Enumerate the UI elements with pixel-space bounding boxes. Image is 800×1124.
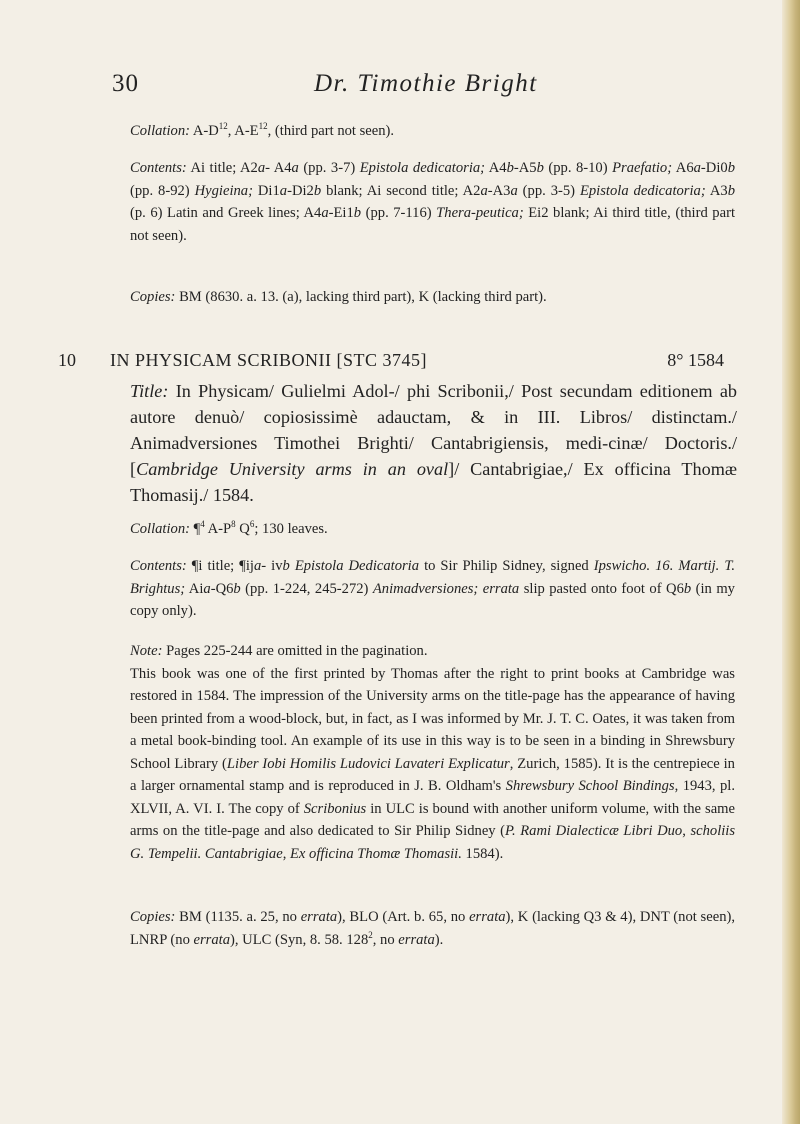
copies-run: ). <box>434 931 444 948</box>
contents-label: Contents: <box>130 160 187 176</box>
copies-label: Copies: <box>130 909 176 925</box>
contents-run: -A5 <box>513 160 537 176</box>
contents-run: - A4 <box>265 160 292 176</box>
page-header <box>112 70 692 106</box>
running-title: Dr. Timothie Bright <box>314 70 538 97</box>
contents-run: b <box>727 160 735 176</box>
contents-run: a <box>480 182 488 199</box>
contents-run: Thera-peutica; <box>436 205 524 221</box>
contents-run: Epistola Dedicatoria <box>294 558 420 574</box>
collation-text: ; 130 leaves. <box>254 521 328 537</box>
copies-run: ), BLO (Art. b. 65, no <box>337 909 470 925</box>
contents-run: Animadversiones; errata <box>372 580 520 597</box>
note-run: Ex officina Thomæ Thomasii. <box>290 845 462 862</box>
collation-label: Collation: <box>130 521 190 537</box>
contents-run: b <box>313 182 322 199</box>
contents-run: b <box>233 580 241 597</box>
contents-run: b <box>536 160 544 176</box>
title-italic: Cambridge University arms in an oval <box>136 459 449 479</box>
contents-run: (pp. 8-92) <box>130 182 195 199</box>
contents-run: b <box>727 182 735 199</box>
contents-run: to Sir Philip Sidney, signed <box>419 558 594 574</box>
contents-run: Di1 <box>252 182 280 199</box>
note-run: This book was one of the first printed by Thomas after the right to print books at Cambridge was restored in 1584. The impression of the University arms on the title-page has the appearance of having been printed from a wood-block, but, in fact, as I was informed by Mr. J. T. C. Oates, it was taken from a metal book-binding tool. An example of its use in this way is to be seen in a binding in Shrewsbury School Library ( <box>130 665 735 772</box>
note-run: Liber Iobi Homilis Ludovici Lavateri Explicatur <box>226 755 510 772</box>
contents-run: Ai title; A2 <box>190 160 258 176</box>
contents-run: a <box>257 160 266 176</box>
contents-run: a <box>693 160 701 176</box>
contents-run: - iv <box>261 558 283 574</box>
copies-run: errata <box>300 909 338 925</box>
contents-run: (pp. 8-10) <box>543 160 613 176</box>
note-run: , 1943, pl. XLVII, A. VI. I. The copy of <box>130 778 736 817</box>
collation-text: A-P <box>204 521 232 537</box>
contents-run: Ipswicho. 16. Martij. T. Brightus; <box>130 558 736 597</box>
note-run: , Zurich, 1585). It is the centrepiece in a larger ornamental stamp and is reproduced in J. B. Oldham's <box>130 755 735 794</box>
note-run: , <box>282 845 290 862</box>
entry-title-transcription <box>130 378 737 508</box>
entry-heading <box>58 350 738 374</box>
entry-format: 8° 1584 <box>667 350 724 370</box>
contents-text <box>130 160 735 244</box>
contents-run: (pp. 3-7) <box>298 160 360 176</box>
contents-run: b <box>683 580 692 597</box>
contents-run: -Ei1 <box>328 205 354 221</box>
contents-run: a <box>291 160 299 176</box>
contents-run: a <box>321 205 329 221</box>
collation-sup: 12 <box>218 121 228 132</box>
prev-entry-collation <box>130 120 735 143</box>
copies-run: BM (1135. a. 25, no <box>179 909 301 925</box>
contents-run: a <box>510 182 518 199</box>
contents-run: ¶i title; ¶ij <box>191 558 254 574</box>
contents-run: Ei2 blank; Ai third title, (third part not seen). <box>130 205 735 244</box>
note-run: , <box>682 823 691 839</box>
contents-text <box>130 558 735 619</box>
copies-run: errata <box>398 931 435 948</box>
collation-sup: 6 <box>249 519 255 530</box>
contents-run: A3 <box>705 182 728 199</box>
copies-run: 2 <box>368 929 373 940</box>
contents-run: A6 <box>672 160 694 176</box>
note-run: scholiis G. Tempelii. Cantabrigiae <box>130 823 736 862</box>
contents-label: Contents: <box>130 558 187 574</box>
title-text: ]/ Cantabrigiae,/ Ex officina Thomæ Thomasij./ 1584. <box>130 459 737 505</box>
contents-run: -Di2 <box>287 182 314 199</box>
entry-contents <box>130 555 735 623</box>
contents-run: slip pasted onto foot of Q6 <box>519 580 684 597</box>
contents-run: Hygieina; <box>194 182 253 199</box>
copies-run: , no <box>372 931 399 948</box>
contents-run: Praefatio; <box>612 160 673 176</box>
contents-run: a <box>279 182 288 199</box>
contents-run: (pp. 3-5) <box>517 182 580 199</box>
title-text: In Physicam/ Gulielmi Adol-/ phi Scribonii,/ Post secundam editionem ab autore denuò/ copiosissimè adauctam, & in III. Libros/ distinctam./ Animadversiones Timothei Brighti/ Cantabrigiensis, medi-cinæ/ Doctoris./ [ <box>130 381 738 479</box>
note-run: Scribonius <box>303 800 367 817</box>
prev-entry-copies <box>130 286 735 309</box>
entry-number: 10 <box>58 350 76 370</box>
contents-run: -Q6 <box>210 580 234 597</box>
contents-run: b <box>506 160 514 176</box>
contents-run: (pp. 1-224, 245-272) <box>240 580 373 597</box>
copies-run: ), K (lacking Q3 & 4), DNT (not seen), LNRP (no <box>130 909 735 948</box>
entry-collation <box>130 518 735 541</box>
contents-run: b <box>353 205 362 221</box>
collation-sup: 4 <box>200 519 205 530</box>
prev-entry-contents <box>130 157 735 247</box>
page-number: 30 <box>112 70 139 97</box>
contents-run: -A3 <box>487 182 511 199</box>
copies-run: errata <box>469 909 506 925</box>
contents-run: a <box>203 580 211 597</box>
contents-run: Epistola dedicatoria; <box>579 182 706 199</box>
note-run: 1584). <box>461 845 504 862</box>
entry-title: IN PHYSICAM SCRIBONII [STC 3745] <box>110 350 428 370</box>
note-run: P. Rami Dialecticæ Libri Duo <box>505 823 683 839</box>
entry-note <box>130 640 735 865</box>
copies-run: ), ULC (Syn, 8. 58. 128 <box>230 931 369 948</box>
contents-run: (p. 6) Latin and Greek lines; A4 <box>130 205 322 221</box>
contents-run: A4 <box>485 160 507 176</box>
collation-text: , A-E <box>227 123 259 139</box>
contents-run: (pp. 7-116) <box>361 205 437 221</box>
collation-text: A-D <box>192 123 219 139</box>
entry-copies <box>130 906 735 951</box>
contents-run: Ai <box>185 580 204 597</box>
contents-run: b <box>282 558 290 574</box>
contents-run: (in my copy only). <box>130 580 735 619</box>
copies-text: BM (8630. a. 13. (a), lacking third part), K (lacking third part). <box>179 289 547 305</box>
contents-run: blank; Ai second title; A2 <box>321 182 481 199</box>
contents-run: a <box>253 558 262 574</box>
page-edge <box>782 0 800 1124</box>
collation-label: Collation: <box>130 123 190 139</box>
contents-run: -Di0 <box>700 160 728 176</box>
collation-text: , (third part not seen). <box>267 123 395 139</box>
copies-run: errata <box>193 931 230 948</box>
collation-text: Q <box>235 521 250 537</box>
note-run: Shrewsbury School Bindings <box>505 778 675 794</box>
title-label: Title: <box>130 381 169 401</box>
collation-sup: 12 <box>258 121 268 132</box>
note-label: Note: <box>130 643 163 659</box>
note-run: in ULC is bound with another uniform volume, with the same arms on the title-page and also dedicated to Sir Philip Sidney ( <box>130 800 736 839</box>
note-body <box>130 663 735 866</box>
contents-run: Epistola dedicatoria; <box>359 160 486 176</box>
note-first: Pages 225-244 are omitted in the pagination. <box>166 643 428 659</box>
collation-text: ¶ <box>193 521 201 537</box>
copies-text <box>130 909 735 948</box>
collation-sup: 8 <box>231 519 236 530</box>
copies-label: Copies: <box>130 289 176 305</box>
